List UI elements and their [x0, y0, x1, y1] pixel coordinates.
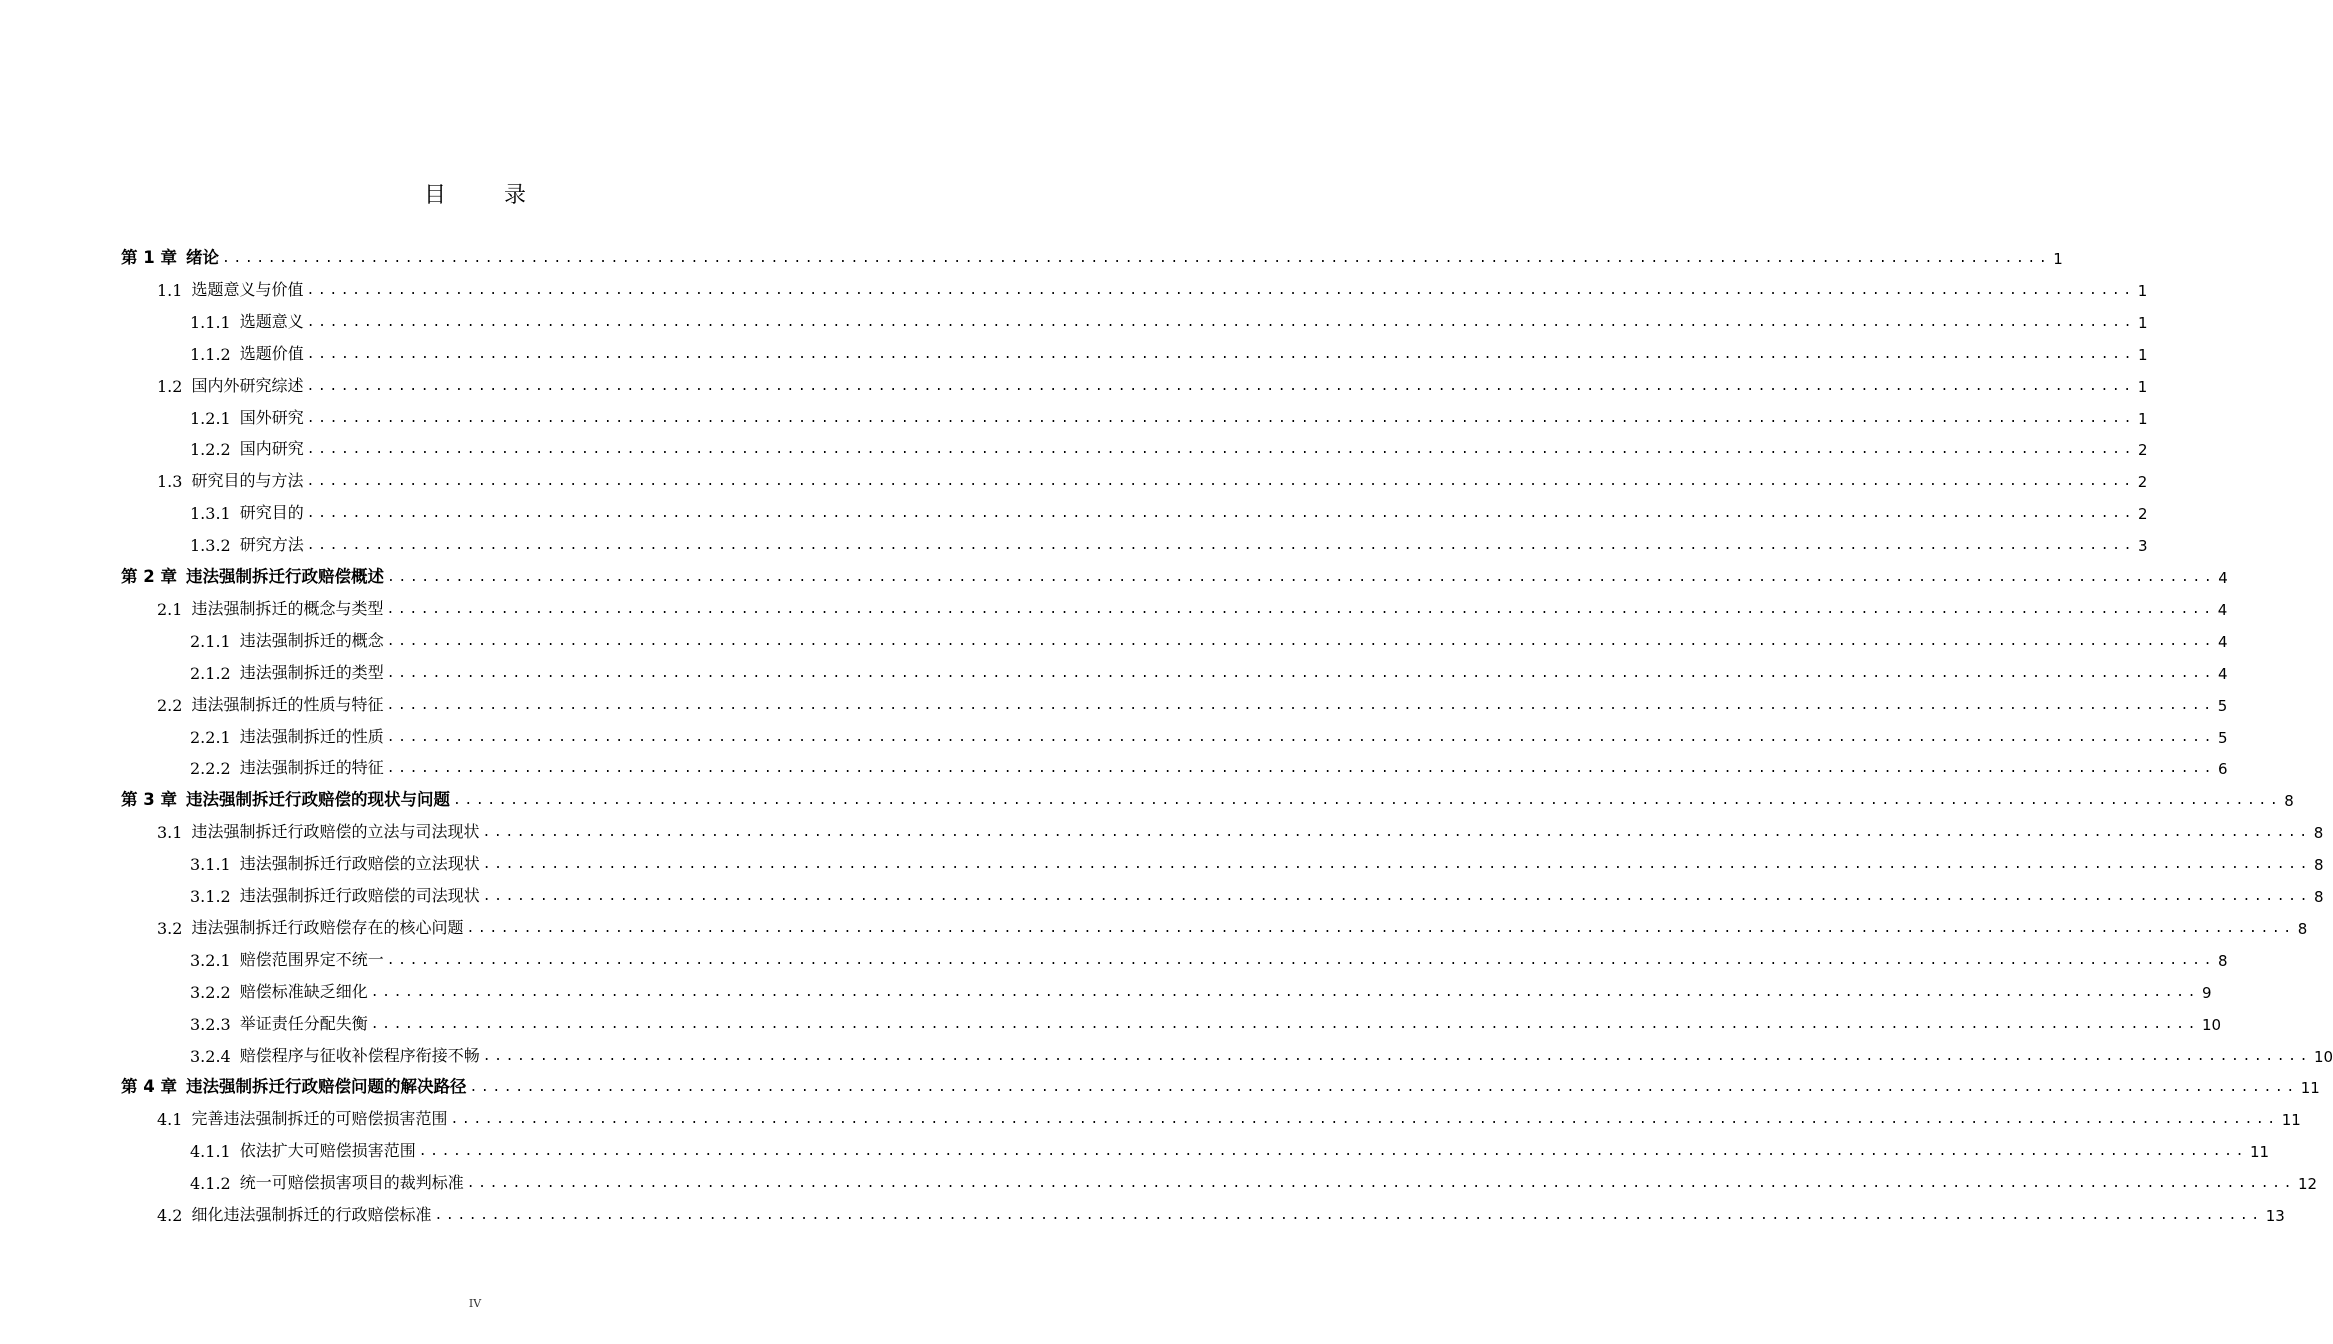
page-title: 目 录: [423, 183, 544, 208]
toc-entry-page: 2: [2137, 473, 2148, 492]
toc-entry-number: 第 3 章: [121, 790, 177, 810]
toc-entry-title: 违法强制拆迁的性质与特征: [191, 694, 384, 714]
toc-entry-number: 1.2.1: [190, 408, 231, 428]
page-footer-number: IV: [468, 1297, 482, 1310]
toc-entry-number: 1.3: [157, 472, 183, 492]
toc-entry[interactable]: [157, 372, 2148, 396]
toc-entry-number: 1.2: [157, 376, 183, 396]
toc-entry[interactable]: [157, 1105, 2301, 1130]
toc-entry-number: 3.2.3: [190, 1014, 231, 1034]
toc-entry[interactable]: [190, 499, 2148, 524]
toc-dot-leader: ................................................................................................................................................................: [386, 601, 2215, 617]
toc-dot-leader: ................................................................................................................................................................: [306, 378, 2135, 394]
toc-entry-page: 8: [2284, 792, 2294, 811]
toc-entry-title: 违法强制拆迁的概念与类型: [191, 598, 384, 618]
toc-dot-leader: ................................................................................................................................................................: [452, 793, 2282, 809]
toc-entry-title: 选题意义与价值: [191, 279, 304, 299]
toc-dot-leader: ................................................................................................................................................................: [386, 697, 2215, 713]
toc-entry-title: 研究目的与方法: [191, 471, 304, 491]
toc-dot-leader: ................................................................................................................................................................: [386, 665, 2215, 681]
toc-entry-page: 12: [2298, 1175, 2318, 1194]
toc-entry-number: 1.3.2: [190, 536, 231, 556]
toc-entry-title: 依法扩大可赔偿损害范围: [239, 1141, 416, 1161]
toc-entry-page: 10: [2314, 1047, 2333, 1066]
toc-entry-title: 违法强制拆迁行政赔偿的立法现状: [239, 854, 480, 874]
toc-entry-page: 3: [2138, 537, 2148, 556]
toc-entry-page: 11: [2281, 1111, 2301, 1130]
toc-entry-number: 第 4 章: [121, 1077, 177, 1097]
toc-entry-number: 1.1.2: [190, 344, 231, 364]
toc-entry-number: 3.1.2: [190, 887, 231, 906]
toc-entry[interactable]: [190, 1042, 2333, 1066]
toc-entry-page: 8: [2314, 888, 2324, 906]
toc-entry-page: 10: [2202, 1015, 2222, 1034]
toc-entry-page: 4: [2218, 664, 2228, 683]
toc-entry[interactable]: [190, 723, 2228, 747]
toc-entry-title: 违法强制拆迁的特征: [239, 758, 384, 778]
toc-entry-title: 违法强制拆迁的性质: [239, 726, 384, 746]
toc-dot-leader: ................................................................................................................................................................: [482, 825, 2311, 841]
toc-entry-page: 1: [2138, 409, 2148, 428]
toc-entry[interactable]: [121, 563, 2228, 587]
toc-entry-number: 1.2.2: [190, 440, 231, 460]
toc-entry-page: 1: [2053, 250, 2063, 268]
toc-entry-title: 统一可赔偿损害项目的裁判标准: [239, 1173, 464, 1193]
toc-dot-leader: ................................................................................................................................................................: [306, 506, 2135, 522]
toc-entry[interactable]: [121, 786, 2294, 811]
toc-entry-title: 违法强制拆迁的类型: [239, 662, 384, 682]
toc-dot-leader: ................................................................................................................................................................: [386, 761, 2215, 777]
toc-dot-leader: ................................................................................................................................................................: [386, 952, 2215, 968]
toc-dot-leader: ................................................................................................................................................................: [434, 1208, 2263, 1223]
toc-entry-title: 国内外研究综述: [191, 375, 304, 395]
toc-entry-title: 国外研究: [239, 407, 304, 427]
toc-entry-title: 赔偿范围界定不统一: [239, 949, 384, 969]
toc-dot-leader: ................................................................................................................................................................: [418, 1144, 2247, 1160]
toc-entry-number: 第 1 章: [121, 248, 177, 267]
toc-entry-number: 1.1: [157, 280, 183, 300]
toc-entry-number: 3.2.2: [190, 982, 231, 1002]
toc-entry-page: 5: [2217, 696, 2228, 715]
toc-entry-page: 4: [2218, 569, 2228, 587]
toc-dot-leader: ................................................................................................................................................................: [469, 1080, 2298, 1096]
toc-entry-title: 绪论: [185, 248, 219, 267]
toc-entry[interactable]: [190, 882, 2324, 906]
toc-entry[interactable]: [190, 1010, 2222, 1034]
toc-dot-leader: ................................................................................................................................................................: [466, 920, 2295, 936]
toc-entry-page: 8: [2218, 951, 2228, 970]
toc-entry-title: 违法强制拆迁行政赔偿的司法现状: [239, 886, 480, 905]
toc-entry[interactable]: [190, 850, 2324, 875]
toc-entry[interactable]: [190, 627, 2228, 651]
toc-entry[interactable]: [190, 308, 2148, 332]
toc-entry-page: 8: [2314, 856, 2324, 875]
toc-entry[interactable]: [190, 946, 2228, 970]
toc-dot-leader: ................................................................................................................................................................: [370, 1016, 2199, 1032]
toc-entry-number: 2.1: [157, 599, 183, 619]
toc-entry-page: 6: [2218, 760, 2228, 779]
toc-entry[interactable]: [157, 691, 2228, 715]
toc-entry[interactable]: [121, 244, 2063, 268]
toc-entry-page: 1: [2138, 313, 2148, 332]
toc-entry[interactable]: [190, 754, 2228, 779]
toc-entry[interactable]: [190, 1137, 2270, 1162]
toc-entry-number: 3.2: [157, 918, 183, 938]
toc-entry-page: 13: [2265, 1207, 2285, 1225]
toc-dot-leader: ................................................................................................................................................................: [306, 538, 2135, 554]
toc-dot-leader: ................................................................................................................................................................: [306, 410, 2135, 426]
toc-dot-leader: ................................................................................................................................................................: [386, 729, 2215, 745]
toc-entry-page: 11: [2300, 1079, 2320, 1098]
toc-dot-leader: ................................................................................................................................................................: [306, 314, 2135, 330]
toc-entry-title: 完善违法强制拆迁的可赔偿损害范围: [191, 1109, 448, 1129]
toc-entry[interactable]: [190, 978, 2212, 1002]
toc-entry-title: 违法强制拆迁行政赔偿存在的核心问题: [191, 917, 464, 937]
toc-entry[interactable]: [190, 340, 2148, 364]
toc-entry-number: 1.1.1: [190, 312, 231, 332]
toc-entry-page: 1: [2137, 377, 2148, 396]
toc-entry[interactable]: [157, 914, 2308, 938]
toc-entry-number: 3.1.1: [190, 855, 231, 875]
toc-entry-number: 3.2.1: [190, 950, 231, 970]
toc-dot-leader: ................................................................................................................................................................: [482, 889, 2311, 904]
toc-entry-number: 2.2: [157, 695, 183, 715]
toc-entry-number: 2.2.1: [190, 727, 231, 747]
toc-entry-page: 8: [2297, 919, 2308, 938]
toc-entry-title: 选题价值: [239, 343, 304, 363]
toc-entry[interactable]: [157, 595, 2228, 619]
toc-dot-leader: ................................................................................................................................................................: [482, 857, 2311, 873]
toc-entry-number: 3.1: [157, 823, 183, 843]
toc-entry-number: 2.1.2: [190, 663, 231, 683]
toc-entry[interactable]: [157, 276, 2148, 300]
toc-entry-page: 9: [2202, 983, 2212, 1002]
toc-dot-leader: ................................................................................................................................................................: [386, 633, 2215, 649]
toc-entry-page: 4: [2218, 632, 2228, 651]
toc-entry-title: 违法强制拆迁行政赔偿问题的解决路径: [185, 1077, 467, 1097]
toc-entry-number: 第 2 章: [121, 567, 177, 586]
toc-entry-page: 2: [2138, 505, 2148, 524]
toc-entry-title: 细化违法强制拆迁的行政赔偿标准: [191, 1205, 432, 1224]
toc-entry-title: 举证责任分配失衡: [239, 1013, 368, 1033]
toc-entry[interactable]: [121, 1073, 2320, 1098]
toc-entry-page: 2: [2138, 441, 2148, 460]
toc-entry-page: 5: [2218, 728, 2228, 747]
toc-dot-leader: ................................................................................................................................................................: [221, 251, 2051, 266]
toc-dot-leader: ................................................................................................................................................................: [306, 474, 2135, 490]
toc-entry[interactable]: [157, 467, 2148, 492]
toc-entry-page: 11: [2250, 1143, 2270, 1162]
toc-entry-title: 赔偿标准缺乏细化: [239, 981, 368, 1001]
toc-dot-leader: ................................................................................................................................................................: [466, 1176, 2295, 1192]
toc-entry[interactable]: [190, 1169, 2318, 1194]
toc-entry[interactable]: [190, 404, 2148, 428]
toc-dot-leader: ................................................................................................................................................................: [386, 570, 2216, 585]
toc-dot-leader: ................................................................................................................................................................: [306, 282, 2135, 298]
toc-entry-title: 国内研究: [239, 439, 304, 459]
toc-entry[interactable]: [157, 1201, 2285, 1225]
toc-entry-title: 赔偿程序与征收补偿程序衔接不畅: [239, 1045, 480, 1065]
toc-entry-page: 8: [2313, 824, 2324, 843]
toc-entry-title: 违法强制拆迁行政赔偿的现状与问题: [185, 790, 450, 810]
toc-entry-title: 研究方法: [239, 535, 304, 555]
toc-entry-number: 4.1.1: [190, 1142, 231, 1162]
toc-dot-leader: ................................................................................................................................................................: [370, 984, 2199, 1000]
toc-entry[interactable]: [157, 818, 2324, 843]
toc-entry-page: 1: [2138, 345, 2148, 364]
toc-entry-title: 违法强制拆迁的概念: [239, 630, 384, 650]
toc-dot-leader: ................................................................................................................................................................: [306, 346, 2135, 362]
toc-dot-leader: ................................................................................................................................................................: [450, 1112, 2279, 1128]
toc-entry-number: 2.2.2: [190, 759, 231, 779]
toc-entry-number: 4.1.2: [190, 1174, 231, 1194]
toc-dot-leader: ................................................................................................................................................................: [482, 1048, 2311, 1064]
toc-entry-number: 4.2: [157, 1206, 183, 1225]
toc-entry-page: 4: [2217, 600, 2228, 619]
toc-entry-page: 1: [2137, 281, 2148, 300]
toc-dot-leader: ................................................................................................................................................................: [306, 442, 2135, 458]
toc-entry-number: 1.3.1: [190, 504, 231, 524]
toc-entry-title: 违法强制拆迁行政赔偿的立法与司法现状: [191, 822, 480, 842]
toc-entry-title: 违法强制拆迁行政赔偿概述: [185, 567, 384, 586]
toc-entry[interactable]: [190, 659, 2228, 683]
toc-entry-number: 4.1: [157, 1110, 183, 1130]
toc-entry-number: 2.1.1: [190, 631, 231, 651]
toc-entry-title: 选题意义: [239, 311, 304, 331]
toc-entry[interactable]: [190, 531, 2148, 556]
toc-entry[interactable]: [190, 435, 2148, 460]
toc-entry-number: 3.2.4: [190, 1046, 231, 1066]
toc-entry-title: 研究目的: [239, 503, 304, 523]
